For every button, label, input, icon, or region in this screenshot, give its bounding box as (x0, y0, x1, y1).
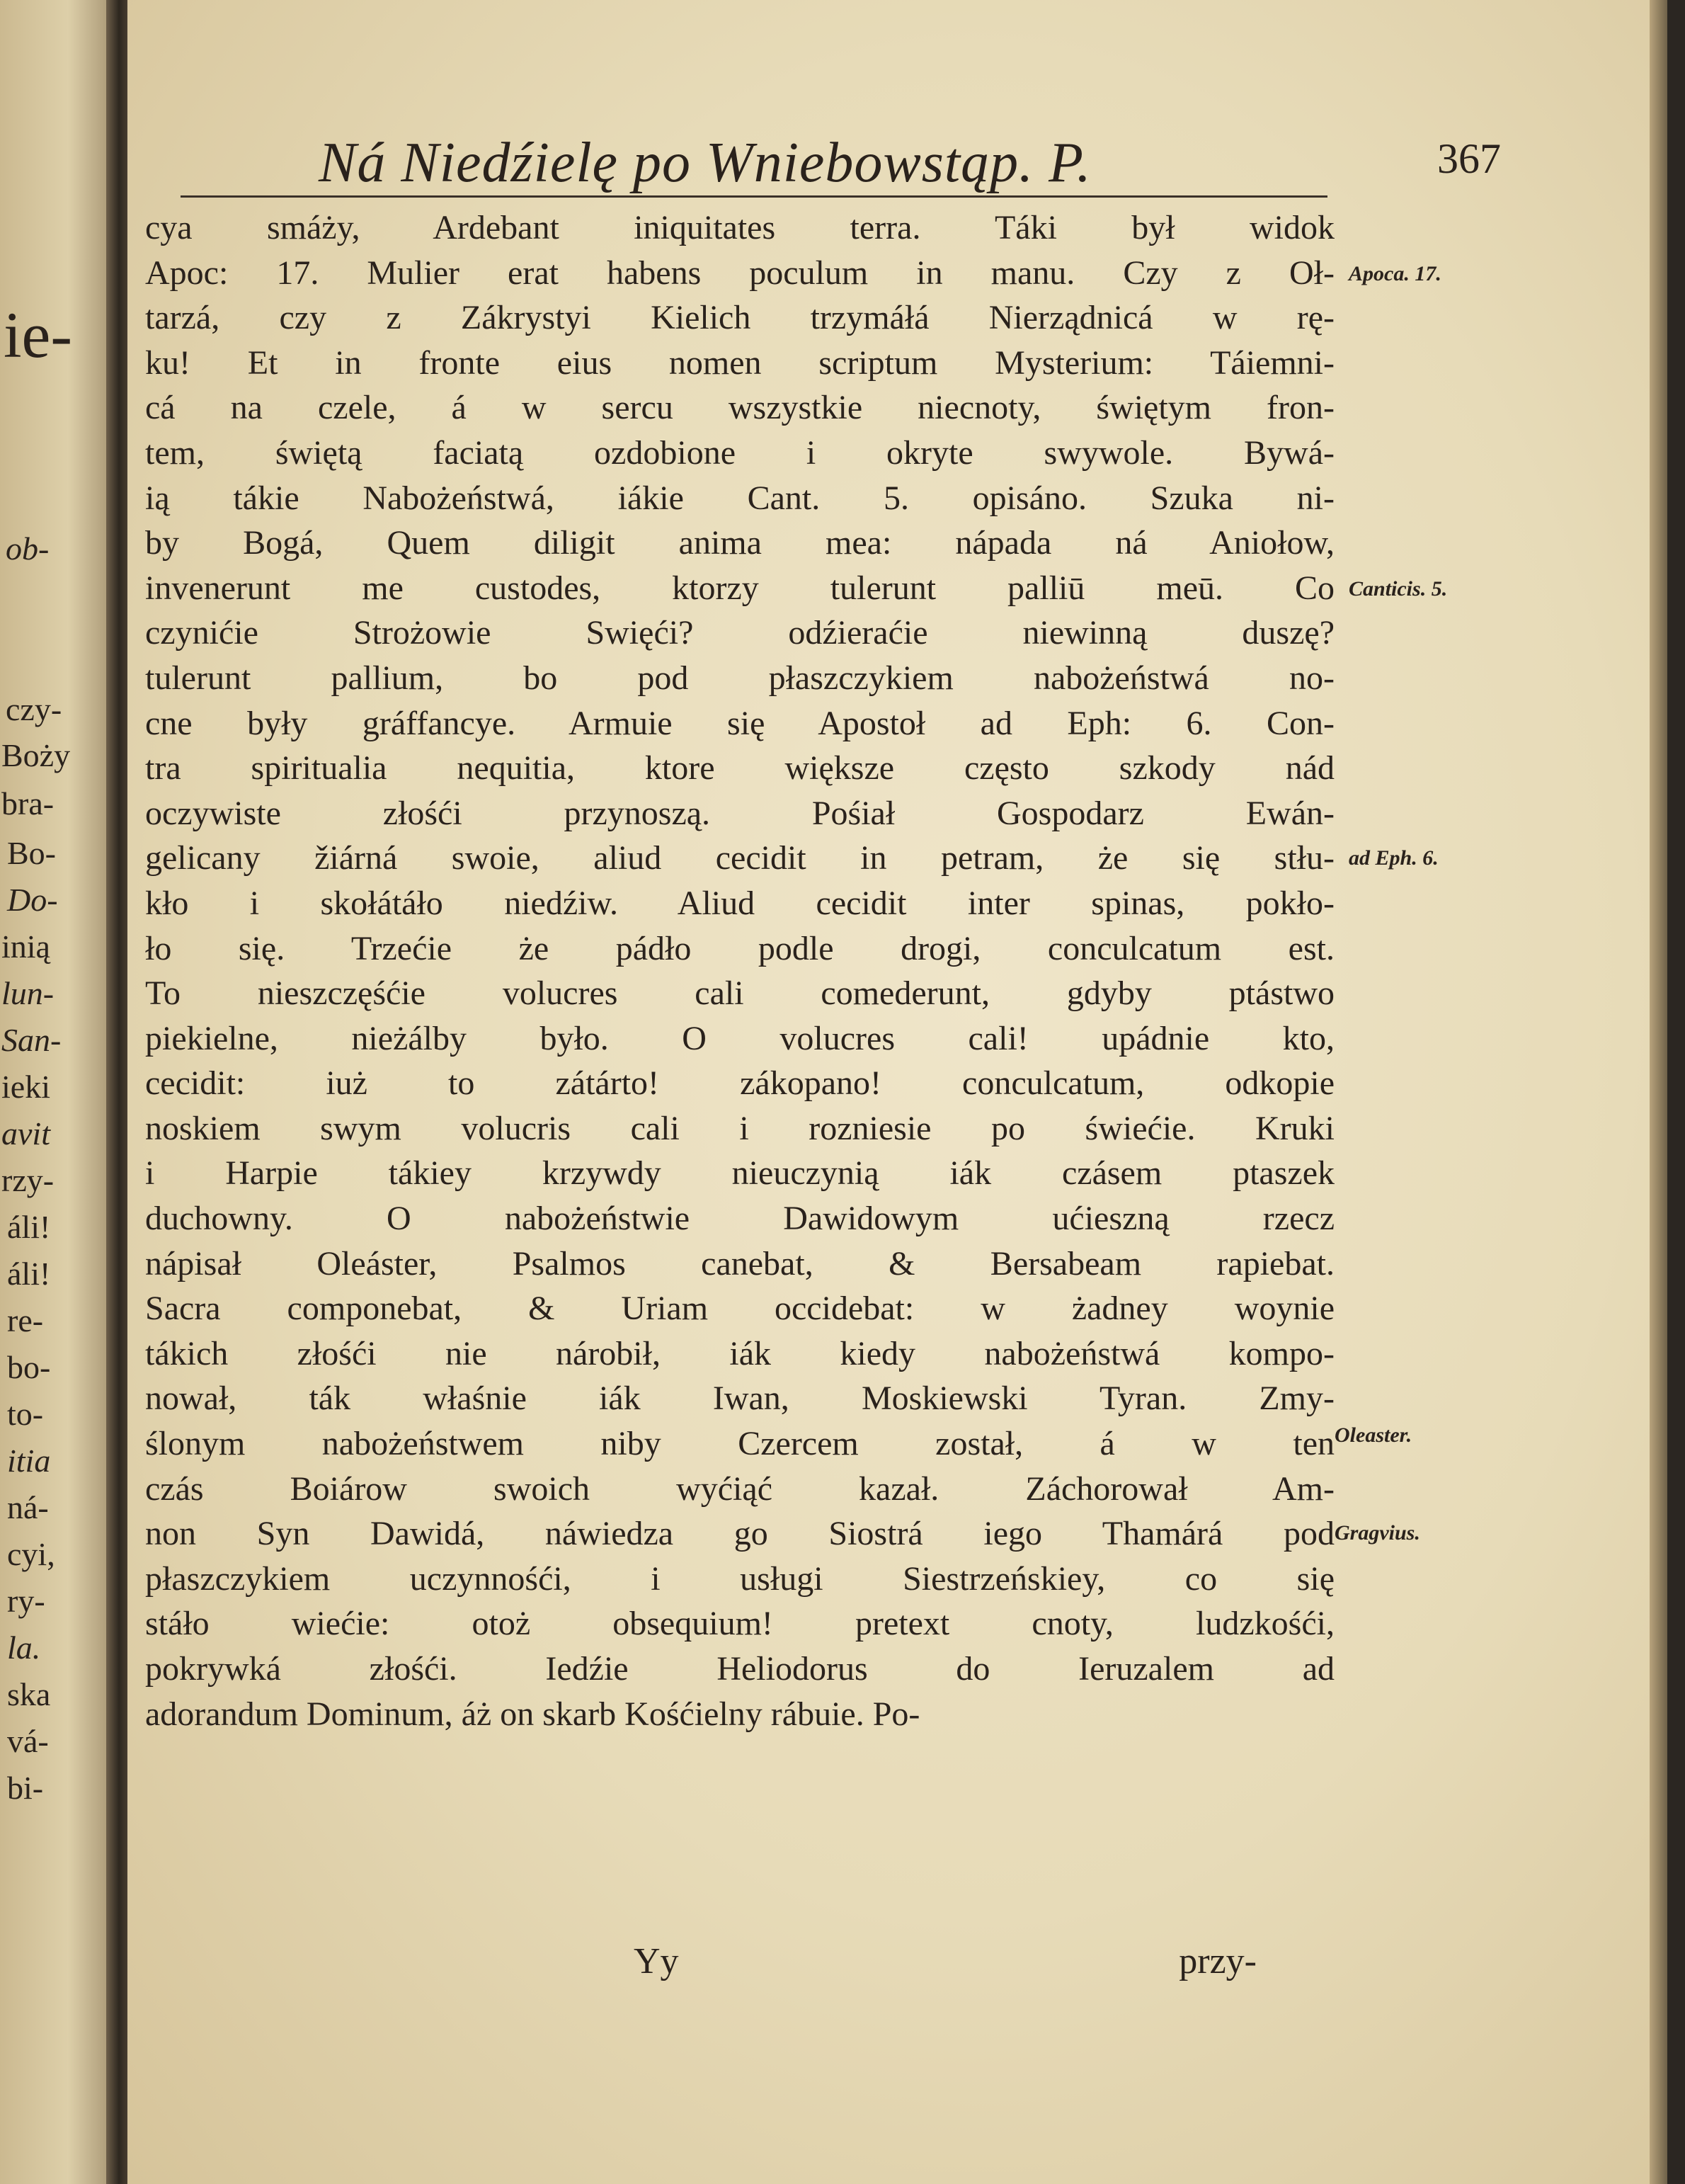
margin-note: Gragvius. (1335, 1521, 1420, 1545)
left-fragment: Bo- (7, 835, 56, 871)
signature-mark: Yy (634, 1941, 679, 1981)
left-fragment: ska (7, 1676, 51, 1712)
text-line: tarzá, czy z Zákrystyi Kielich trzymáłá Nierządnicá w rę- (145, 299, 1335, 337)
margin-note: Apoca. 17. (1349, 262, 1441, 285)
left-fragment: bo- (7, 1349, 51, 1385)
text-line: oczywiste złośći przynoszą. Pośiał Gospodarz Ewán- (145, 794, 1335, 832)
text-line: tem, świętą faciatą ozdobione i okryte swywole. Bywá- (145, 433, 1335, 472)
running-head-title: Ná Niedźielę po Wniebowstąp. P. (319, 132, 1092, 194)
text-line: by Bogá, Quem diligit anima mea: nápada ná Aniołow, (145, 524, 1335, 562)
page-number: 367 (1437, 135, 1501, 182)
text-line: kło i skołátáło niedźiw. Aliud cecidit inter spinas, pokło- (145, 884, 1335, 922)
left-page-edge (0, 0, 113, 2184)
text-line: piekielne, nieżálby było. O volucres cali! upádnie kto, (145, 1019, 1335, 1057)
left-fragment: áli! (7, 1209, 51, 1245)
left-fragment: to- (7, 1396, 44, 1432)
text-line: tra spiritualia nequitia, ktore większe często szkody nád (145, 749, 1335, 787)
text-line: To nieszczęśćie volucres cali comederunt, gdyby ptástwo (145, 974, 1335, 1013)
left-fragment: re- (7, 1302, 44, 1338)
text-line: czynićie Strożowie Swięći? odźieraćie niewinną duszę? (145, 614, 1335, 652)
left-fragment: itia (7, 1443, 51, 1479)
text-line: ślonym nabożeństwem niby Czercem został, á w ten (145, 1425, 1335, 1463)
text-line: czás Boiárow swoich wyćiąć kazał. Záchorował Am- (145, 1469, 1335, 1508)
left-fragment: rzy- (1, 1162, 55, 1198)
page-footer (145, 1940, 1278, 1990)
text-line: stáło wiećie: otoż obsequium! pretext cnoty, ludzkośći, (145, 1605, 1335, 1643)
text-line: Apoc: 17. Mulier erat habens poculum in manu. Czy z Oł- (145, 254, 1335, 292)
left-fragment: Do- (7, 882, 58, 918)
text-line: nował, ták właśnie iák Iwan, Moskiewski Tyran. Zmy- (145, 1380, 1335, 1418)
left-fragment: bi- (7, 1770, 44, 1806)
text-line: noskiem swym volucris cali i rozniesie po świećie. Kruki (145, 1109, 1335, 1147)
text-line: Sacra componebat, & Uriam occidebat: w żadney woynie (145, 1290, 1335, 1328)
text-line: adorandum Dominum, áż on skarb Kośćielny rábuie. Po- (145, 1695, 920, 1733)
text-line: ło się. Trzećie że pádło podle drogi, conculcatum est. (145, 929, 1335, 967)
left-fragment: ry- (7, 1583, 45, 1619)
text-line: tákich złośći nie nárobił, iák kiedy nabożeństwá kompo- (145, 1334, 1335, 1372)
left-fragment: ná- (7, 1489, 49, 1525)
text-line: cá na czele, á w sercu wszystkie niecnoty, świętym fron- (145, 389, 1335, 427)
left-fragment: czy- (6, 691, 62, 727)
running-head (319, 131, 1501, 195)
text-line: i Harpie tákiey krzywdy nieuczynią iák czásem ptaszek (145, 1154, 1335, 1193)
text-line: ią tákie Nabożeństwá, iákie Cant. 5. opisáno. Szuka ni- (145, 479, 1335, 517)
text-line: non Syn Dawidá, náwiedza go Siostrá iego Thamárá pod (145, 1515, 1335, 1553)
text-line: nápisał Oleáster, Psalmos canebat, & Bersabeam rapiebat. (145, 1244, 1335, 1282)
left-fragment: San- (1, 1022, 62, 1058)
text-line: cya smáży, Ardebant iniquitates terra. Táki był widok (145, 209, 1335, 246)
left-fragment: la. (7, 1630, 41, 1666)
catchword: przy- (1179, 1941, 1257, 1981)
left-fragment: avit (1, 1115, 50, 1151)
margin-note: Canticis. 5. (1349, 577, 1448, 601)
text-line: gelicany žiárná swoie, aliud cecidit in petram, że się stłu- (145, 839, 1335, 877)
page-edge-shadow (1650, 0, 1667, 2184)
left-fragment: cyi, (7, 1536, 55, 1572)
left-fragment: ie- (4, 299, 73, 371)
left-fragment: vá- (7, 1723, 49, 1759)
left-fragment: inią (1, 928, 50, 965)
text-line: invenerunt me custodes, ktorzy tulerunt palliū meū. Co (145, 569, 1335, 607)
head-rule (181, 195, 1327, 198)
text-line: pokrywká złośći. Iedźie Heliodorus do Ieruzalem ad (145, 1650, 1335, 1688)
text-line: cne były gráffancye. Armuie się Apostoł ad Eph: 6. Con- (145, 704, 1335, 742)
text-line: duchowny. O nabożeństwie Dawidowym ućieszną rzecz (145, 1200, 1335, 1238)
left-fragment: ob- (6, 530, 50, 567)
left-page-fragments (0, 0, 113, 2184)
left-fragment: lun- (1, 975, 55, 1011)
left-fragment: bra- (1, 785, 55, 821)
margin-note: ad Eph. 6. (1349, 846, 1439, 870)
left-fragment: ieki (1, 1069, 50, 1105)
left-fragment: áli! (7, 1256, 51, 1292)
left-fragment: Boży (1, 737, 71, 773)
text-line: ku! Et in fronte eius nomen scriptum Mysterium: Táiemni- (145, 343, 1335, 382)
text-line: płaszczykiem uczynnośći, i usługi Siestrzeńskiey, co się (145, 1559, 1335, 1598)
text-line: cecidit: iuż to zátárto! zákopano! conculcatum, odkopie (145, 1064, 1335, 1103)
text-line: tulerunt pallium, bo pod płaszczykiem nabożeństwá no- (145, 659, 1335, 697)
margin-note: Oleaster. (1335, 1423, 1412, 1447)
body-text (145, 205, 1335, 1736)
